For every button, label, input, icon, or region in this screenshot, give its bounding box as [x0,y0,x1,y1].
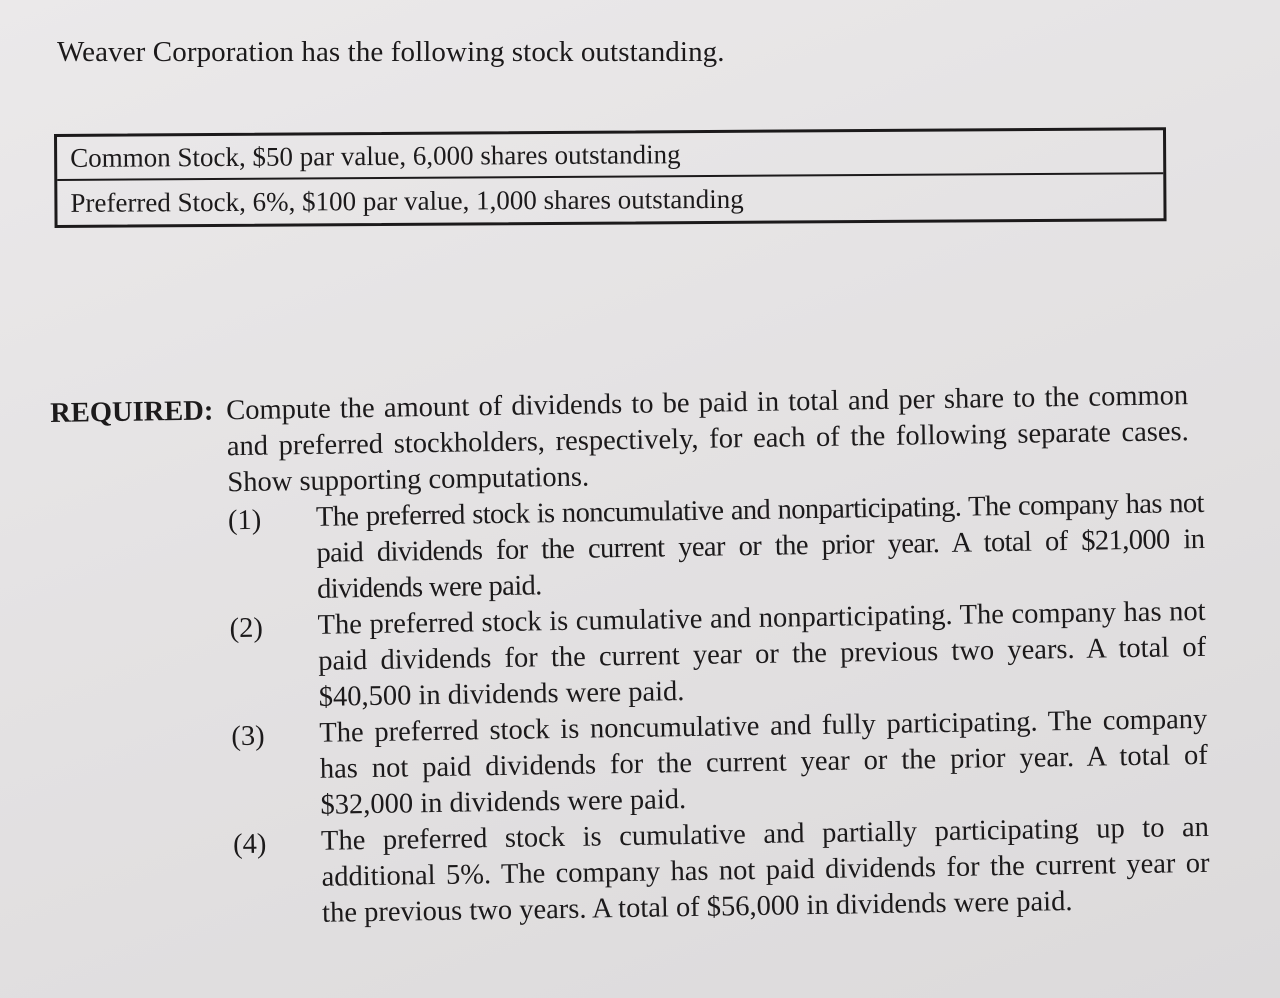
intro-text: Weaver Corporation has the following stock outstanding. [57,36,725,68]
required-label: REQUIRED: [50,395,214,429]
required-header [50,378,1212,504]
case-text: The preferred stock is cumulative and nonparticipating. The company has not paid dividends for the current year or the previous two years. A total of $40,500 in dividends were paid. [317,595,1207,713]
case-number: (3) [231,720,265,753]
case-text: The preferred stock is cumulative and partially participating up to an additional 5%. The company has not paid dividends for the current year or the previous two years. A total of $56,000 in dividends were paid. [320,811,1210,929]
required-instructions: Compute the amount of dividends to be paid in total and per share to the common and preferred stockholders, respectively, for each of the following separate cases. Show supporting computations. [226,380,1189,499]
case-item [228,486,1214,609]
stock-row-common: Common Stock, $50 par value, 6,000 shares outstanding [57,130,1163,181]
case-item [231,702,1217,825]
stock-row-preferred: Preferred Stock, 6%, $100 par value, 1,000 shares outstanding [70,183,744,218]
case-item [229,594,1215,717]
required-section [50,378,1218,936]
case-number: (4) [232,828,267,861]
case-list [228,486,1219,933]
case-text: The preferred stock is noncumulative and fully participating. The company has not paid dividends for the current year or the prior year. A total of $32,000 in dividends were paid. [319,703,1209,821]
stock-table [54,127,1167,228]
case-text: The preferred stock is noncumulative and nonparticipating. The company has not paid dividends for the current year or the prior year. A total of $21,000 in dividends were paid. [315,487,1205,605]
case-number: (1) [227,504,262,537]
case-item [233,810,1219,933]
case-number: (2) [229,612,264,645]
